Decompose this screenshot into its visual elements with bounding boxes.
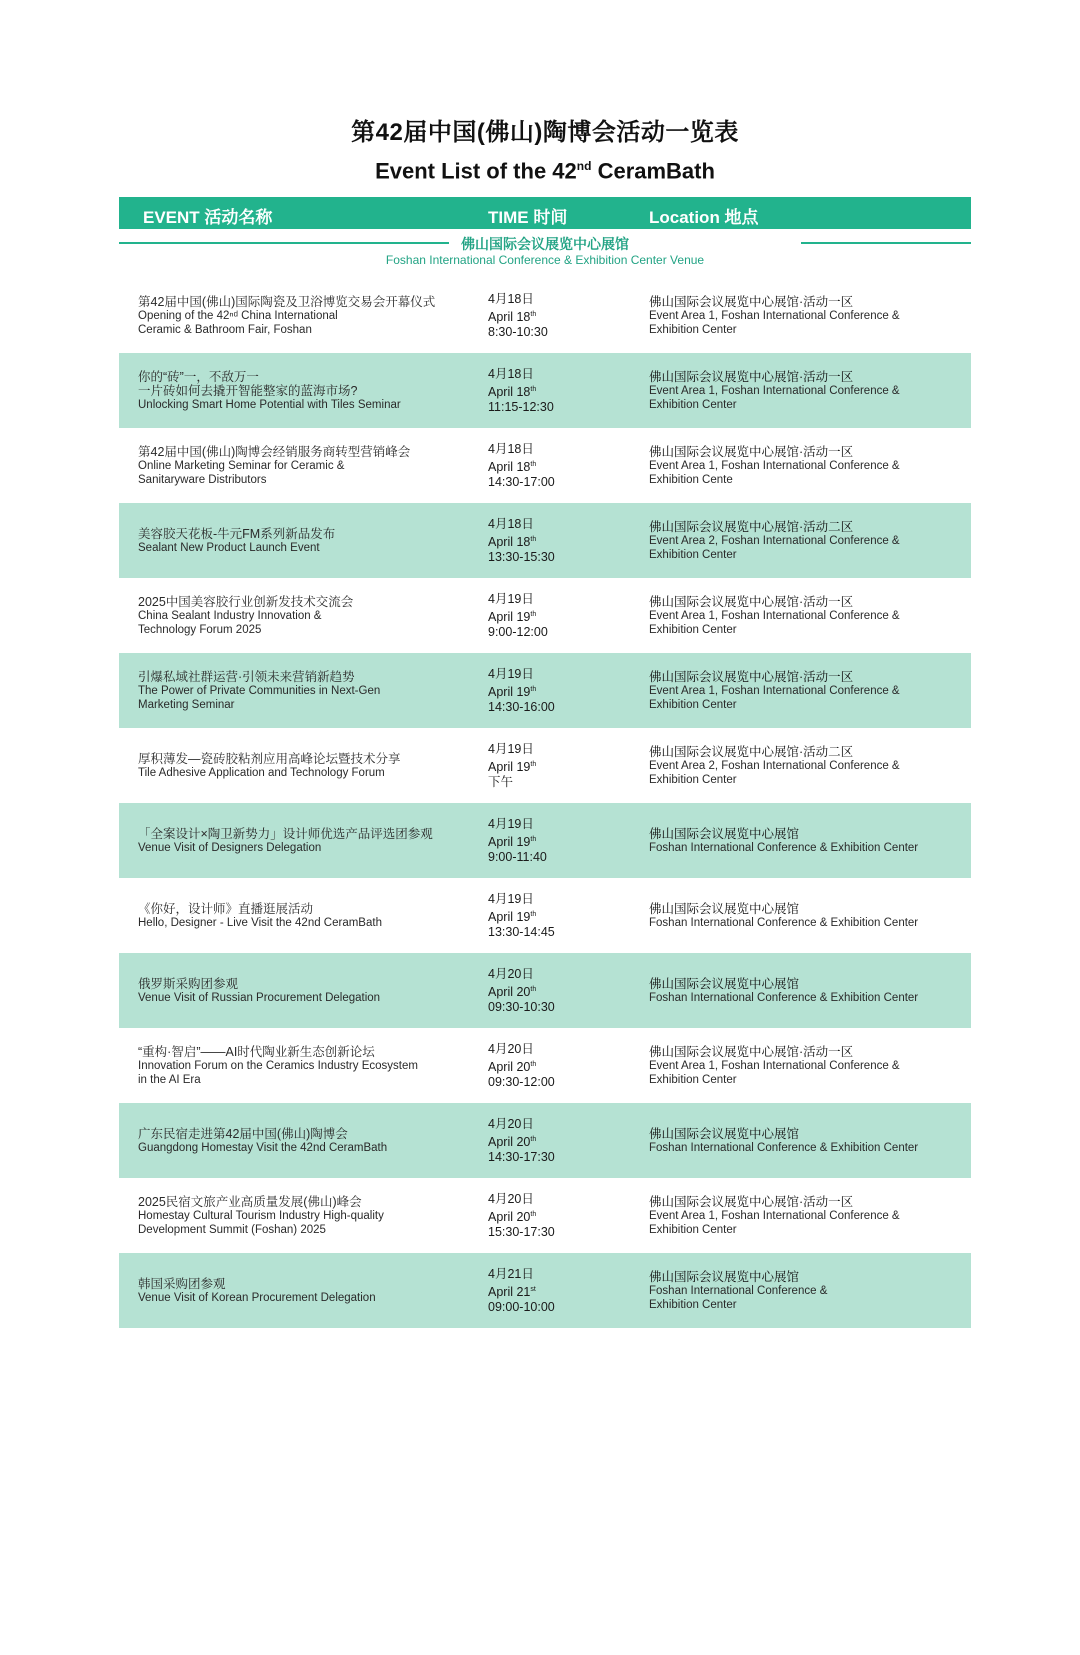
title-en-sup: nd: [576, 159, 592, 173]
event-cell: [138, 1195, 458, 1237]
event-date-en: [488, 1282, 618, 1300]
event-date-en-text: April 19: [488, 834, 531, 849]
event-date-en-text: April 20: [488, 984, 531, 999]
event-date-cn: 4月19日: [488, 816, 534, 831]
table-row: [119, 578, 971, 653]
location-cell: [649, 670, 949, 712]
table-row: [119, 1253, 971, 1328]
table-row: [119, 953, 971, 1028]
location-en: Event Area 1, Foshan International Conference & Exhibition Center: [649, 384, 900, 411]
event-date-sup: th: [530, 835, 537, 843]
header-location: Location 地点: [649, 208, 759, 228]
table-row: [119, 428, 971, 503]
location-cn: 佛山国际会议展览中心展馆: [649, 1269, 800, 1284]
table-row: [119, 1178, 971, 1253]
event-date-en-text: April 19: [488, 909, 531, 924]
event-rows: [119, 278, 971, 1328]
location-cn: 佛山国际会议展览中心展馆·活动一区: [649, 594, 854, 609]
location-cell: [649, 827, 949, 855]
location-cell: [649, 902, 949, 930]
header-time: TIME 时间: [488, 208, 568, 228]
event-name-cn: 第42届中国(佛山)国际陶瓷及卫浴博览交易会开幕仪式: [138, 294, 436, 309]
location-en: Event Area 1, Foshan International Conference & Exhibition Cente: [649, 459, 900, 486]
title-english: [119, 152, 971, 185]
event-date-cn: 4月19日: [488, 666, 534, 681]
event-date-en-text: April 18: [488, 534, 531, 549]
location-cell: [649, 1195, 949, 1237]
location-en: Event Area 2, Foshan International Conference & Exhibition Center: [649, 759, 900, 786]
event-date-en: [488, 832, 618, 850]
table-row: [119, 503, 971, 578]
event-date-cn: 4月20日: [488, 1116, 534, 1131]
event-cell: [138, 1277, 458, 1305]
event-date-sup: th: [530, 985, 537, 993]
event-date-en-text: April 20: [488, 1059, 531, 1074]
table-row: [119, 1103, 971, 1178]
event-cell: [138, 1127, 458, 1155]
event-name-cn: 美容胶天花板-牛元FM系列新品发布: [138, 526, 336, 541]
event-date-en-text: April 20: [488, 1134, 531, 1149]
event-name-en: Unlocking Smart Home Potential with Tiles Seminar: [138, 398, 401, 411]
event-date-sup: th: [530, 760, 537, 768]
event-date-cn: 4月20日: [488, 1041, 534, 1056]
event-name-en: The Power of Private Communities in Next-Gen Marketing Seminar: [138, 684, 381, 711]
event-name-cn: 「全案设计×陶卫新势力」设计师优选产品评选团参观: [138, 826, 433, 841]
table-row: [119, 803, 971, 878]
event-date-cn: 4月21日: [488, 1266, 534, 1281]
time-cell: [488, 1117, 618, 1165]
location-en: Event Area 1, Foshan International Conference & Exhibition Center: [649, 1059, 900, 1086]
event-date-en-text: April 18: [488, 384, 531, 399]
event-date-cn: 4月18日: [488, 366, 534, 381]
event-date-en: [488, 907, 618, 925]
time-cell: [488, 1267, 618, 1315]
event-cell: [138, 827, 458, 855]
venue-name-en: Foshan International Conference & Exhibition Center Venue: [385, 253, 705, 268]
location-en: Foshan International Conference & Exhibition Center: [649, 991, 919, 1004]
event-date-en: [488, 1132, 618, 1150]
event-time: 09:30-12:00: [488, 1074, 555, 1089]
event-time: 14:30-17:30: [488, 1149, 555, 1164]
time-cell: [488, 967, 618, 1015]
table-row: [119, 278, 971, 353]
event-date-sup: th: [530, 1210, 537, 1218]
event-list-sheet: [119, 118, 971, 1328]
event-name-en: Homestay Cultural Tourism Industry High-quality Development Summit (Foshan) 2025: [138, 1209, 384, 1236]
time-cell: [488, 517, 618, 565]
event-date-cn: 4月20日: [488, 966, 534, 981]
event-name-en: Venue Visit of Russian Procurement Delegation: [138, 991, 381, 1004]
event-date-en: [488, 1057, 618, 1075]
location-cell: [649, 1045, 949, 1087]
title-en-suffix: CeramBath: [591, 158, 715, 184]
event-name-en: Venue Visit of Korean Procurement Delegation: [138, 1291, 376, 1304]
event-name-en: Venue Visit of Designers Delegation: [138, 841, 322, 854]
event-date-en-text: April 19: [488, 684, 531, 699]
location-cn: 佛山国际会议展览中心展馆: [649, 901, 800, 916]
event-date-en-text: April 19: [488, 609, 531, 624]
event-name-cn: “重构·智启”——AI时代陶业新生态创新论坛: [138, 1044, 375, 1059]
location-cell: [649, 370, 949, 412]
event-time: 11:15-12:30: [488, 399, 554, 414]
location-en: Event Area 2, Foshan International Conference & Exhibition Center: [649, 534, 900, 561]
event-date-en: [488, 607, 618, 625]
location-cn: 佛山国际会议展览中心展馆·活动一区: [649, 369, 854, 384]
location-cn: 佛山国际会议展览中心展馆·活动一区: [649, 669, 854, 684]
location-en: Foshan International Conference & Exhibition Center: [649, 1284, 828, 1311]
event-date-sup: th: [530, 460, 537, 468]
event-time: 09:00-10:00: [488, 1299, 555, 1314]
event-name-en: China Sealant Industry Innovation & Technology Forum 2025: [138, 609, 322, 636]
location-cn: 佛山国际会议展览中心展馆·活动一区: [649, 444, 854, 459]
event-date-cn: 4月19日: [488, 891, 534, 906]
event-date-en: [488, 307, 618, 325]
event-cell: [138, 1045, 458, 1087]
event-date-en: [488, 982, 618, 1000]
event-name-cn: 引爆私域社群运营·引领未来营销新趋势: [138, 669, 355, 684]
event-date-en-text: April 21: [488, 1284, 531, 1299]
event-date-en-text: April 18: [488, 459, 531, 474]
event-date-sup: th: [530, 385, 537, 393]
event-date-sup: th: [530, 685, 537, 693]
event-time: 09:30-10:30: [488, 999, 555, 1014]
time-cell: [488, 1192, 618, 1240]
location-en: Event Area 1, Foshan International Conference & Exhibition Center: [649, 1209, 900, 1236]
location-cn: 佛山国际会议展览中心展馆: [649, 1126, 800, 1141]
event-name-cn: 2025民宿文旅产业高质量发展(佛山)峰会: [138, 1194, 362, 1209]
table-header: [119, 197, 971, 229]
event-date-sup: th: [530, 1060, 537, 1068]
location-cell: [649, 977, 949, 1005]
event-cell: [138, 370, 458, 412]
event-cell: [138, 295, 458, 337]
event-date-en-text: April 20: [488, 1209, 531, 1224]
time-cell: [488, 892, 618, 940]
event-date-sup: th: [530, 1135, 537, 1143]
event-date-en: [488, 532, 618, 550]
location-en: Event Area 1, Foshan International Conference & Exhibition Center: [649, 684, 900, 711]
event-name-cn: 第42届中国(佛山)陶博会经销服务商转型营销峰会: [138, 444, 411, 459]
event-name-en: Guangdong Homestay Visit the 42nd CeramBath: [138, 1141, 388, 1154]
event-time: 9:00-11:40: [488, 849, 547, 864]
event-name-en: Tile Adhesive Application and Technology Forum: [138, 766, 385, 779]
event-date-sup: st: [530, 1285, 536, 1293]
location-cell: [649, 295, 949, 337]
location-en: Foshan International Conference & Exhibition Center: [649, 841, 919, 854]
event-name-cn: 俄罗斯采购团参观: [138, 976, 239, 991]
event-name-cn: 广东民宿走进第42届中国(佛山)陶博会: [138, 1126, 348, 1141]
event-date-cn: 4月19日: [488, 741, 534, 756]
event-cell: [138, 527, 458, 555]
location-en: Foshan International Conference & Exhibition Center: [649, 916, 919, 929]
venue-divider: [119, 234, 971, 278]
location-cell: [649, 1270, 949, 1312]
title-en-prefix: Event List of the 42: [375, 158, 577, 184]
table-row: [119, 353, 971, 428]
event-name-cn: 《你好，设计师》直播逛展活动: [138, 901, 314, 916]
location-cn: 佛山国际会议展览中心展馆·活动一区: [649, 1044, 854, 1059]
event-cell: [138, 595, 458, 637]
event-date-sup: th: [530, 910, 537, 918]
time-cell: [488, 292, 618, 340]
venue-name-cn: 佛山国际会议展览中心展馆: [461, 236, 629, 253]
location-cn: 佛山国际会议展览中心展馆·活动一区: [649, 1194, 854, 1209]
event-date-en-text: April 18: [488, 309, 531, 324]
time-cell: [488, 442, 618, 490]
event-date-cn: 4月19日: [488, 591, 534, 606]
location-cell: [649, 745, 949, 787]
table-row: [119, 1028, 971, 1103]
time-cell: [488, 367, 618, 415]
location-cell: [649, 445, 949, 487]
event-cell: [138, 752, 458, 780]
header-event: EVENT 活动名称: [143, 208, 273, 228]
location-cell: [649, 1127, 949, 1155]
table-row: [119, 728, 971, 803]
location-cn: 佛山国际会议展览中心展馆·活动二区: [649, 744, 854, 759]
event-date-en: [488, 1207, 618, 1225]
event-date-en: [488, 682, 618, 700]
event-date-cn: 4月18日: [488, 441, 534, 456]
title-chinese: 第42届中国(佛山)陶博会活动一览表: [351, 119, 739, 146]
event-name-en: Hello, Designer - Live Visit the 42nd CeramBath: [138, 916, 382, 929]
event-date-sup: th: [530, 610, 537, 618]
time-cell: [488, 592, 618, 640]
event-time: 13:30-14:45: [488, 924, 555, 939]
location-cell: [649, 595, 949, 637]
location-cn: 佛山国际会议展览中心展馆·活动一区: [649, 294, 854, 309]
event-cell: [138, 902, 458, 930]
event-date-cn: 4月18日: [488, 291, 534, 306]
event-date-en-text: April 19: [488, 759, 531, 774]
event-date-sup: th: [530, 310, 537, 318]
location-cn: 佛山国际会议展览中心展馆·活动二区: [649, 519, 854, 534]
event-time: 14:30-17:00: [488, 474, 555, 489]
event-date-en: [488, 757, 618, 775]
time-cell: [488, 742, 618, 790]
event-date-en: [488, 457, 618, 475]
event-time: 13:30-15:30: [488, 549, 555, 564]
event-name-cn: 韩国采购团参观: [138, 1276, 226, 1291]
location-cell: [649, 520, 949, 562]
event-name-cn: 你的“砖”一，不敌万一 一片砖如何去撬开智能整家的蓝海市场?: [138, 369, 358, 398]
time-cell: [488, 1042, 618, 1090]
event-time: 8:30-10:30: [488, 324, 548, 339]
event-name-en: Sealant New Product Launch Event: [138, 541, 320, 554]
event-name-cn: 2025中国美容胶行业创新发技术交流会: [138, 594, 354, 609]
event-date-sup: th: [530, 535, 537, 543]
location-en: Foshan International Conference & Exhibition Center: [649, 1141, 919, 1154]
time-cell: [488, 817, 618, 865]
location-en: Event Area 1, Foshan International Conference & Exhibition Center: [649, 309, 900, 336]
table-row: [119, 878, 971, 953]
event-date-cn: 4月20日: [488, 1191, 534, 1206]
event-name-en: Online Marketing Seminar for Ceramic & Sanitaryware Distributors: [138, 459, 345, 486]
event-name-en: Innovation Forum on the Ceramics Industry Ecosystem in the AI Era: [138, 1059, 418, 1086]
location-en: Event Area 1, Foshan International Conference & Exhibition Center: [649, 609, 900, 636]
event-time: 14:30-16:00: [488, 699, 555, 714]
location-cn: 佛山国际会议展览中心展馆: [649, 826, 800, 841]
event-date-cn: 4月18日: [488, 516, 534, 531]
event-date-en: [488, 382, 618, 400]
event-name-cn: 厚积薄发—瓷砖胶粘剂应用高峰论坛暨技术分享: [138, 751, 401, 766]
event-cell: [138, 977, 458, 1005]
time-cell: [488, 667, 618, 715]
event-cell: [138, 445, 458, 487]
event-time: 9:00-12:00: [488, 624, 548, 639]
event-name-en: Opening of the 42ⁿᵈ China International Ceramic & Bathroom Fair, Foshan: [138, 309, 338, 336]
event-cell: [138, 670, 458, 712]
location-cn: 佛山国际会议展览中心展馆: [649, 976, 800, 991]
table-row: [119, 653, 971, 728]
event-time: 下午: [488, 774, 514, 789]
event-time: 15:30-17:30: [488, 1224, 555, 1239]
